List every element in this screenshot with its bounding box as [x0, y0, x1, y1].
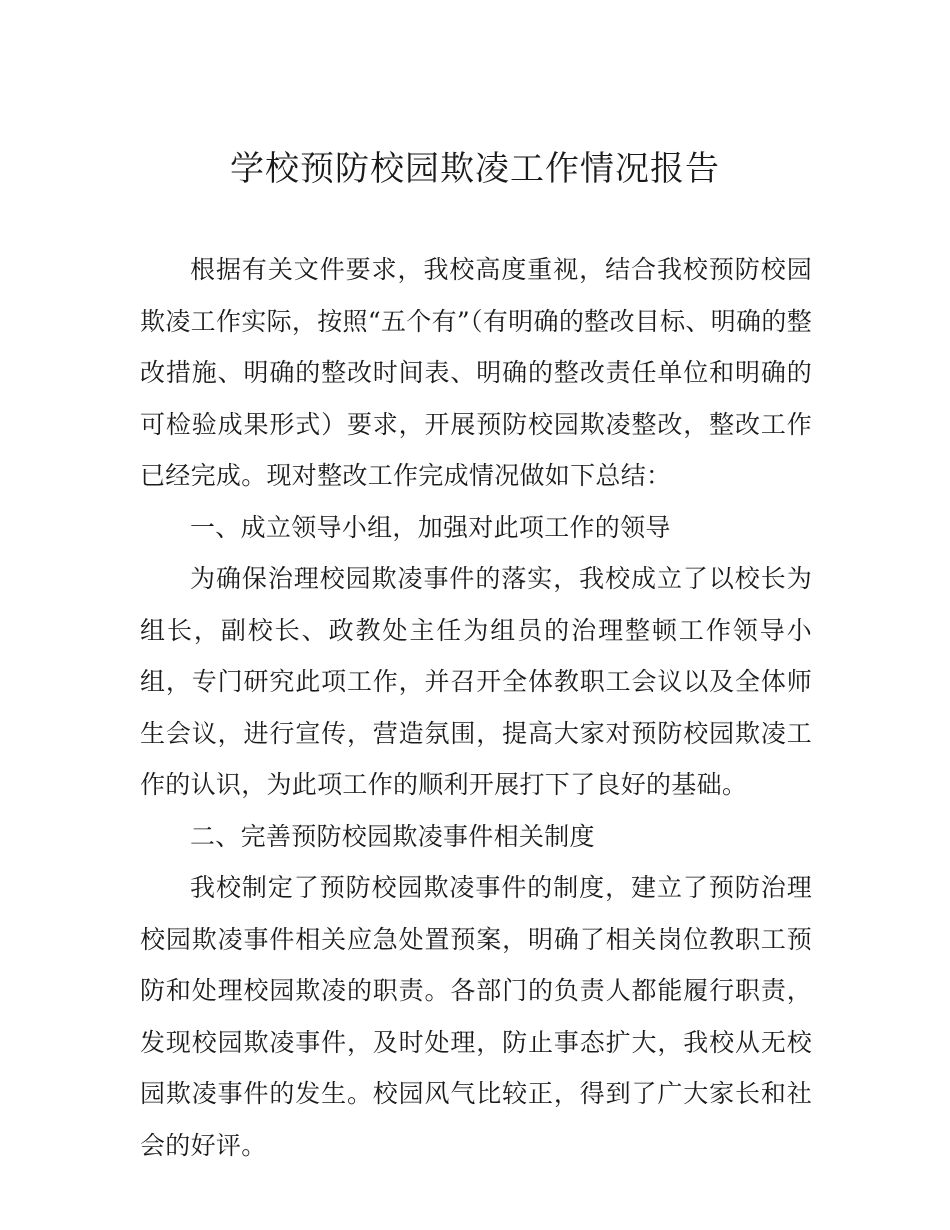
section-2-heading: 二、完善预防校园欺凌事件相关制度: [190, 821, 595, 851]
section-1-heading: 一、成立领导小组，加强对此项工作的领导: [190, 512, 671, 542]
section-1-paragraph: 为确保治理校园欺凌事件的落实，我校成立了以校长为组长，副校长、政教处主任为组员的治理整顿工作领导小组，专门研究此项工作，并召开全体教职工会议以及全体师生会议，进行宣传，营造氛围，提高大家对预防校园欺凌工作的认识，为此项工作的顺利开展打下了良好的基础。: [140, 564, 812, 799]
intro-paragraph: 根据有关文件要求，我校高度重视，结合我校预防校园欺凌工作实际，按照“五个有”（有明确的整改目标、明确的整改措施、明确的整改时间表、明确的整改责任单位和明确的可检验成果形式）要求，开展预防校园欺凌整改，整改工作已经完成。现对整改工作完成情况做如下总结：: [140, 255, 812, 490]
document-title: 学校预防校园欺凌工作情况报告: [230, 149, 720, 189]
section-2-paragraph: 我校制定了预防校园欺凌事件的制度，建立了预防治理校园欺凌事件相关应急处置预案，明确了相关岗位教职工预防和处理校园欺凌的职责。各部门的负责人都能履行职责，发现校园欺凌事件，及时处理，防止事态扩大，我校从无校园欺凌事件的发生。校园风气比较正，得到了广大家长和社会的好评。: [140, 873, 812, 1160]
document-body: [140, 244, 812, 1171]
